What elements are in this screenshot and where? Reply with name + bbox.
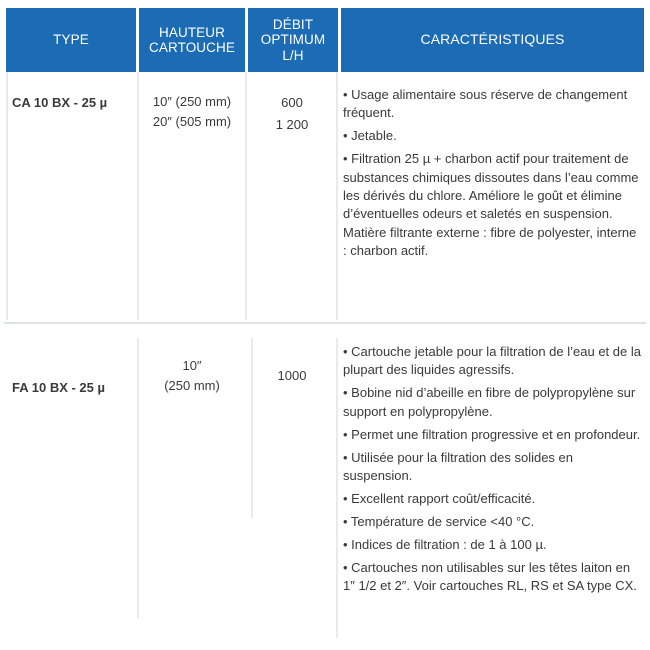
row-caracteristiques-ca10bx — [343, 86, 643, 265]
column-divider — [137, 338, 139, 618]
row-type-ca10bx: CA 10 BX - 25 µ — [12, 95, 108, 110]
feature-bullet: • Indices de filtration : de 1 à 100 µ. — [343, 536, 547, 552]
hauteur-value: 10″ (250 mm) — [152, 94, 232, 109]
feature-bullet: • Excellent rapport coût/efficacité. — [343, 490, 536, 506]
row-type-fa10bx: FA 10 BX - 25 µ — [12, 380, 105, 395]
feature-bullet: • Filtration 25 µ + charbon actif pour traitement de substances chimiques dissoutes dans l’eau comme les dérivés du chlore. Améliore le goût et élimine d’éventuelles odeurs et saletés en suspension. Matière filtrante externe : fibre de polyester, interne : charbon actif. — [343, 151, 639, 259]
feature-bullet: • Permet une filtration progressive et en profondeur. — [343, 426, 641, 442]
debit-value: 1 200 — [275, 117, 309, 132]
feature-bullet: • Jetable. — [343, 128, 397, 144]
feature-bullet: • Cartouche jetable pour la filtration de l’eau et de la plupart des liquides agressifs. — [343, 344, 641, 378]
feature-bullet: • Température de service <40 °C. — [343, 513, 535, 529]
row-caracteristiques-fa10bx — [343, 343, 643, 600]
row-debit-fa10bx — [250, 366, 334, 386]
header-debit-optimum: DÉBIT OPTIMUM L/H — [248, 8, 338, 72]
row-debit-ca10bx — [250, 92, 334, 136]
feature-bullet: • Bobine nid d’abeille en fibre de polypropylène sur support en polypropylène. — [343, 385, 636, 419]
column-divider — [251, 338, 253, 518]
column-divider — [137, 72, 139, 320]
feature-bullet: • Cartouches non utilisables sur les têtes laiton en 1″ 1/2 et 2″. Voir cartouches RL, RS et SA type CX. — [343, 559, 637, 593]
column-divider — [336, 338, 338, 638]
hauteur-value: (250 mm) — [164, 378, 220, 393]
table-header — [6, 8, 644, 72]
feature-bullet: • Utilisée pour la filtration des solides en suspension. — [343, 449, 574, 483]
feature-bullet: • Usage alimentaire sous réserve de changement fréquent. — [343, 87, 628, 121]
column-divider — [336, 72, 338, 320]
hauteur-value: 10″ — [182, 358, 202, 373]
header-type: TYPE — [6, 8, 136, 72]
column-divider — [6, 72, 8, 320]
header-hauteur-cartouche: HAUTEUR CARTOUCHE — [139, 8, 245, 72]
row-divider — [4, 322, 646, 324]
debit-value: 600 — [281, 95, 303, 110]
debit-value: 1000 — [277, 368, 307, 383]
hauteur-value: 20″ (505 mm) — [152, 114, 232, 129]
row-hauteur-ca10bx — [140, 92, 244, 132]
row-hauteur-fa10bx — [140, 356, 244, 396]
header-caracteristiques: CARACTÉRISTIQUES — [341, 8, 644, 72]
column-divider — [245, 72, 247, 320]
